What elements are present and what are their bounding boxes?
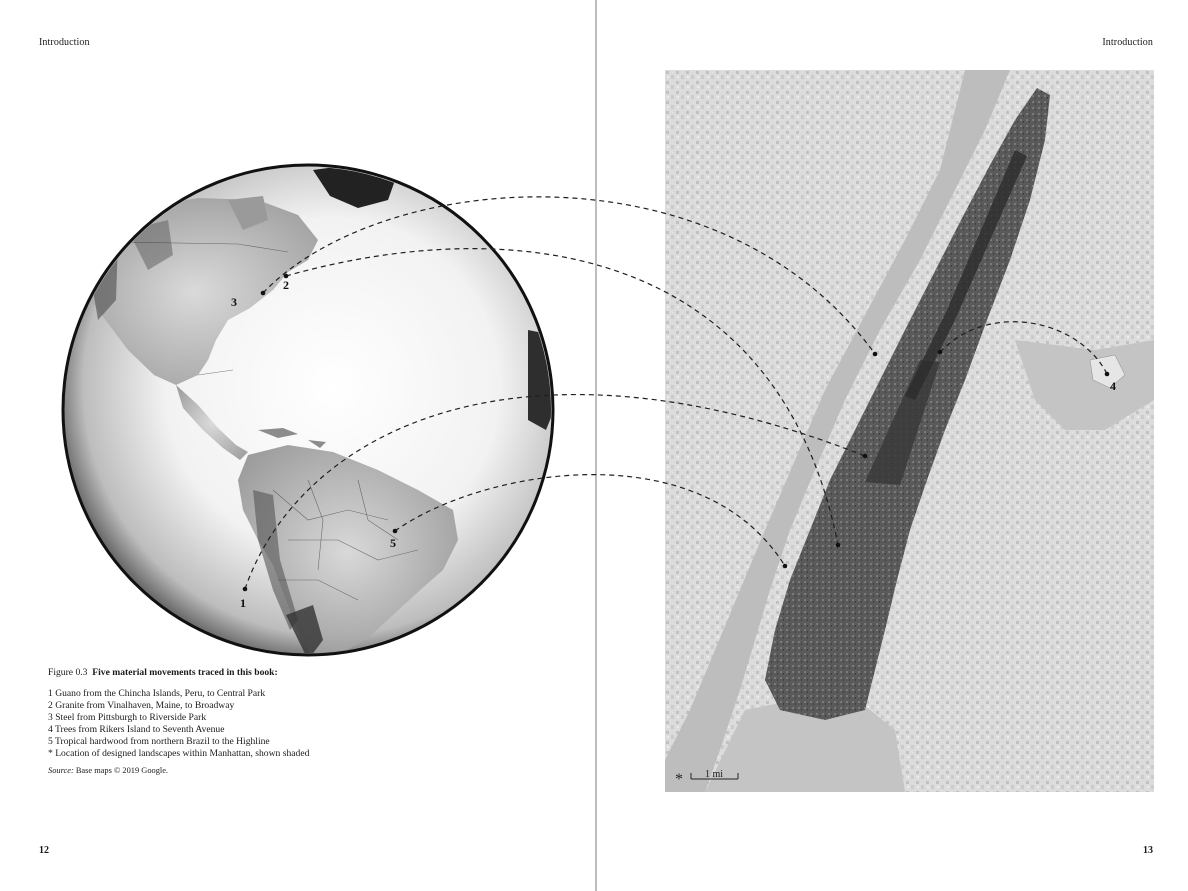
globe-illustration [58,160,558,660]
legend-item-designed-landscapes: * Location of designed landscapes within Manhattan, shown shaded [48,748,310,759]
source-text: Base maps © 2019 Google. [75,766,169,775]
figure-caption [48,667,468,777]
running-head-right: Introduction [1102,37,1153,48]
map-marker-4: 4 [1110,379,1116,393]
page-number-right: 13 [1143,845,1153,856]
manhattan-satellite-map [665,70,1154,792]
map-scale-label: 1 mi [705,769,724,780]
legend-item-trees: 4 Trees from Rikers Island to Seventh Avenue [48,724,225,735]
legend-item-guano: 1 Guano from the Chincha Islands, Peru, to Central Park [48,688,266,699]
globe-image [58,160,558,660]
map-asterisk-symbol: * [675,771,683,788]
page-number-left: 12 [39,845,49,856]
figure-title-text: Five material movements traced in this book: [92,667,278,678]
globe-marker-2: 2 [283,278,289,292]
globe-marker-3: 3 [231,295,237,309]
figure-legend-list [48,688,468,760]
running-head-left: Introduction [39,37,90,48]
legend-item-granite: 2 Granite from Vinalhaven, Maine, to Broadway [48,700,235,711]
figure-title [48,667,468,679]
legend-item-hardwood: 5 Tropical hardwood from northern Brazil to the Highline [48,736,270,747]
manhattan-map-illustration [665,70,1154,792]
globe-marker-1: 1 [240,596,246,610]
source-label: Source: [48,766,74,775]
figure-label: Figure 0.3 [48,667,88,678]
figure-source [48,765,468,777]
globe-marker-5: 5 [390,536,396,550]
legend-item-steel: 3 Steel from Pittsburgh to Riverside Park [48,712,207,723]
